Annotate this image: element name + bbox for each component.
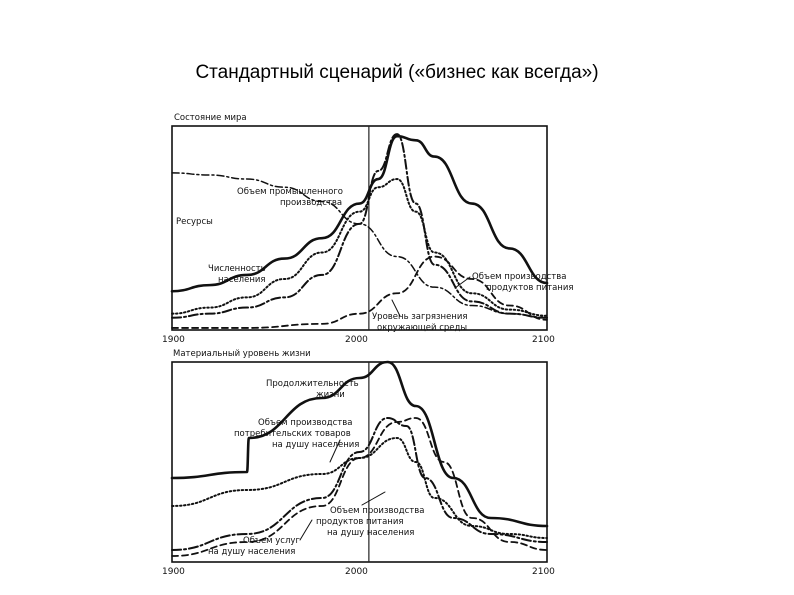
chart1-tick-2100: 2100: [532, 335, 555, 345]
label-population-1: Численность: [208, 264, 266, 274]
chart1-title: Состояние мира: [174, 113, 247, 123]
label-life-2: жизни: [316, 390, 345, 400]
chart1-tick-1900: 1900: [162, 335, 185, 345]
series-line-food: [172, 179, 547, 316]
label-goods-2: потребительских товаров: [234, 429, 351, 439]
chart2-tick-2000: 2000: [345, 567, 368, 577]
label-population-2: населения: [218, 275, 266, 285]
chart1-tick-2000: 2000: [345, 335, 368, 345]
pointer-foodpc: [362, 492, 385, 505]
chart2-tick-2100: 2100: [532, 567, 555, 577]
label-services-1: Объем услуг: [243, 536, 300, 546]
series-line-life: [172, 362, 547, 526]
slide-title: Стандартный сценарий («бизнес как всегда»): [195, 62, 599, 83]
pointer-services: [300, 520, 312, 540]
label-services-2: на душу населения: [208, 547, 296, 557]
label-pollution-1: Уровень загрязнения: [372, 312, 468, 322]
chart1-series: [172, 134, 547, 328]
label-food-1: Объем производства: [472, 272, 567, 282]
label-industrial-2: производства: [280, 198, 343, 208]
label-foodpc-3: на душу населения: [327, 528, 415, 538]
label-resources: Ресурсы: [176, 217, 213, 227]
label-pollution-2: окружающей среды: [377, 323, 468, 333]
label-life-1: Продолжительность: [266, 379, 359, 389]
label-foodpc-1: Объем производства: [330, 506, 425, 516]
label-goods-1: Объем производства: [258, 418, 353, 428]
series-line-resources: [172, 173, 547, 318]
label-food-2: продуктов питания: [486, 283, 574, 293]
chart2-title: Материальный уровень жизни: [173, 349, 311, 359]
chart2-tick-1900: 1900: [162, 567, 185, 577]
label-goods-3: на душу населения: [272, 440, 360, 450]
label-foodpc-2: продуктов питания: [316, 517, 404, 527]
label-industrial-1: Объем промышленного: [237, 187, 343, 197]
